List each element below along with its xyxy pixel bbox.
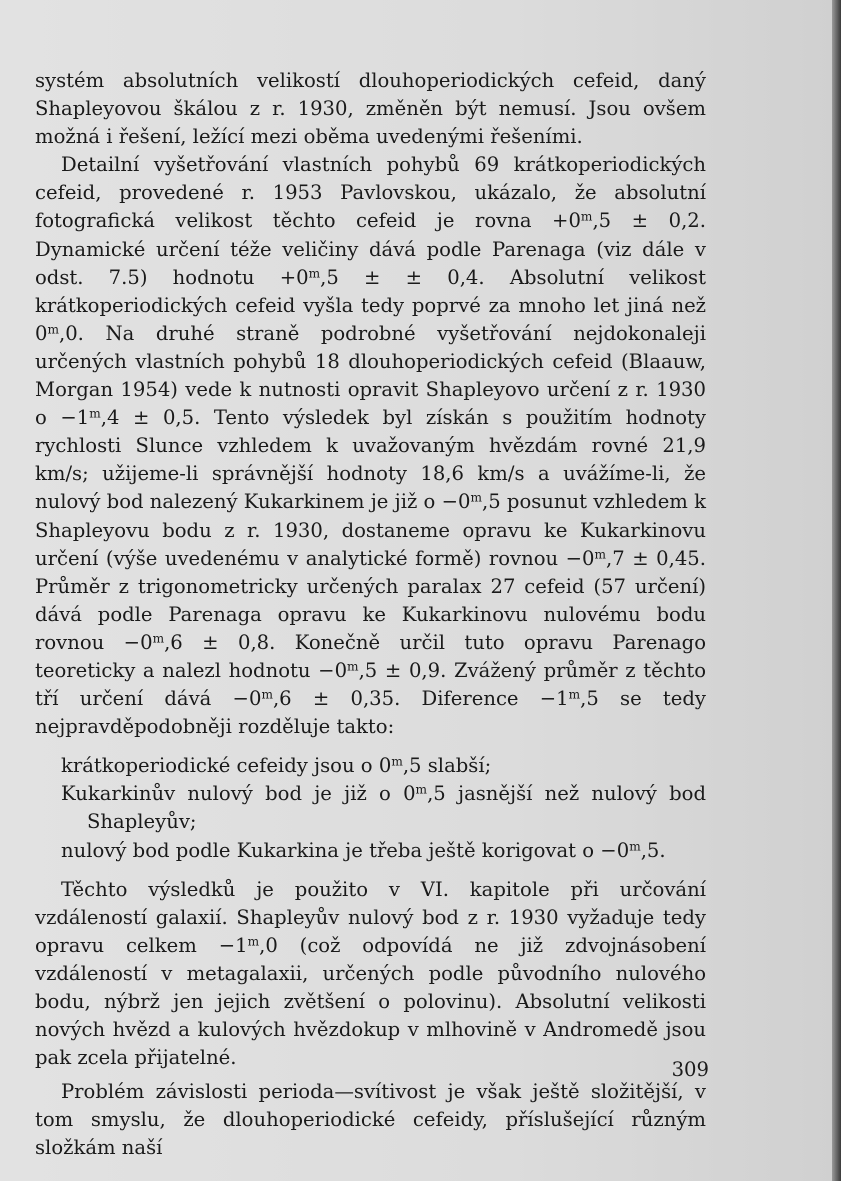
- list-item: nulový bod podle Kukarkina je třeba ještě korigovat $o -0^m,5$.: [61, 838, 666, 862]
- difference-breakdown-list: [35, 752, 706, 864]
- paragraph-galaxy-distances: Těchto výsledků je použito v VI. kapitole při určování vzdáleností galaxií. Shapleyův nulový bod z r. 1930 vyžaduje tedy opravu celkem $-1^m,0$ (což odpovídá ne již zdvojnásobení vzdáleností v metagalaxii, určených podle původního nulového bodu, nýbrž jen jejich zvětšení o polovinu). Absolutní velikosti nových hvězd a kulových hvězdokup v mlhovině v Andromedě jsou pak zcela přijatelné.: [35, 877, 706, 1070]
- page-number: 309: [671, 1058, 709, 1081]
- paragraph-continued: systém absolutních velikostí dlouhoperiodických cefeid, daný Shapleyovou škálou z r. 1930, změněn být nemusí. Jsou ovšem možná i řešení, ležící mezi oběma uvedenými řešeními.: [35, 69, 706, 149]
- paragraph-cepheid-motions: Detailní vyšetřování vlastních pohybů 69 krátkoperiodických cefeid, provedené r. 1953 Pavlovskou, ukázalo, že absolutní fotografická velikost těchto cefeid je rovna $+0^m,5 \pm 0,2$. Dynamické určení téže veličiny dává podle Parenaga (viz dále v odst. 7.5) hodnotu $+0^m,5$ ± ± 0,4. Absolutní velikost krátkoperiodických cefeid vyšla tedy poprvé za mnoho let jiná než 0$^m$,0. Na druhé straně podrobné vyšetřování nejdokonaleji určených vlastních pohybů 18 dlouhoperiodických cefeid (Blaauw, Morgan 1954) vede k nutnosti opravit Shapleyovo určení z r. 1930 $o -1^m,4 \pm 0,5$. Tento výsledek byl získán s použitím hodnoty rychlosti Slunce vzhledem k uvažovaným hvězdám rovné 21,9 km/s; užijeme-li správnější hodnoty 18,6 km/s a uvážíme-li, že nulový bod nalezený Kukarkinem je již $o -0^m,5$ posunut vzhledem k Shapleyovu bodu z r. 1930, dostaneme opravu ke Kukarkinovu určení (výše uvedenému v analytické formě) rovnou $-0^m,7 \pm 0,45$. Průměr z trigonometricky určených paralax 27 cefeid (57 určení) dává podle Parenaga opravu ke Kukarkinovu nulovému bodu rovnou $-0^m,6 \pm 0,8$. Konečně určil tuto opravu Parenago teoreticky a nalezl hodnotu $-0^m,5 \pm 0,9$. Zvážený průměr z těchto tří určení dává $-0^m,6 \pm 0,35$. Diference $-1^m,5$ se tedy nejpravděpodobněji rozděluje takto:: [35, 153, 707, 739]
- list-item: Kukarkinův nulový bod je již o 0$^m$,5 jasnější než nulový bod Shapleyův;: [61, 782, 706, 834]
- page-edge-shadow: [832, 0, 841, 1181]
- list-item: krátkoperiodické cefeidy jsou o 0$^m$,5 slabší;: [61, 754, 492, 778]
- body-text: [35, 67, 706, 1163]
- paragraph-period-luminosity: Problém závislosti perioda—svítivost je však ještě složitější, v tom smyslu, že dlouhoperiodické cefeidy, příslušející různým složkám naší: [35, 1080, 706, 1160]
